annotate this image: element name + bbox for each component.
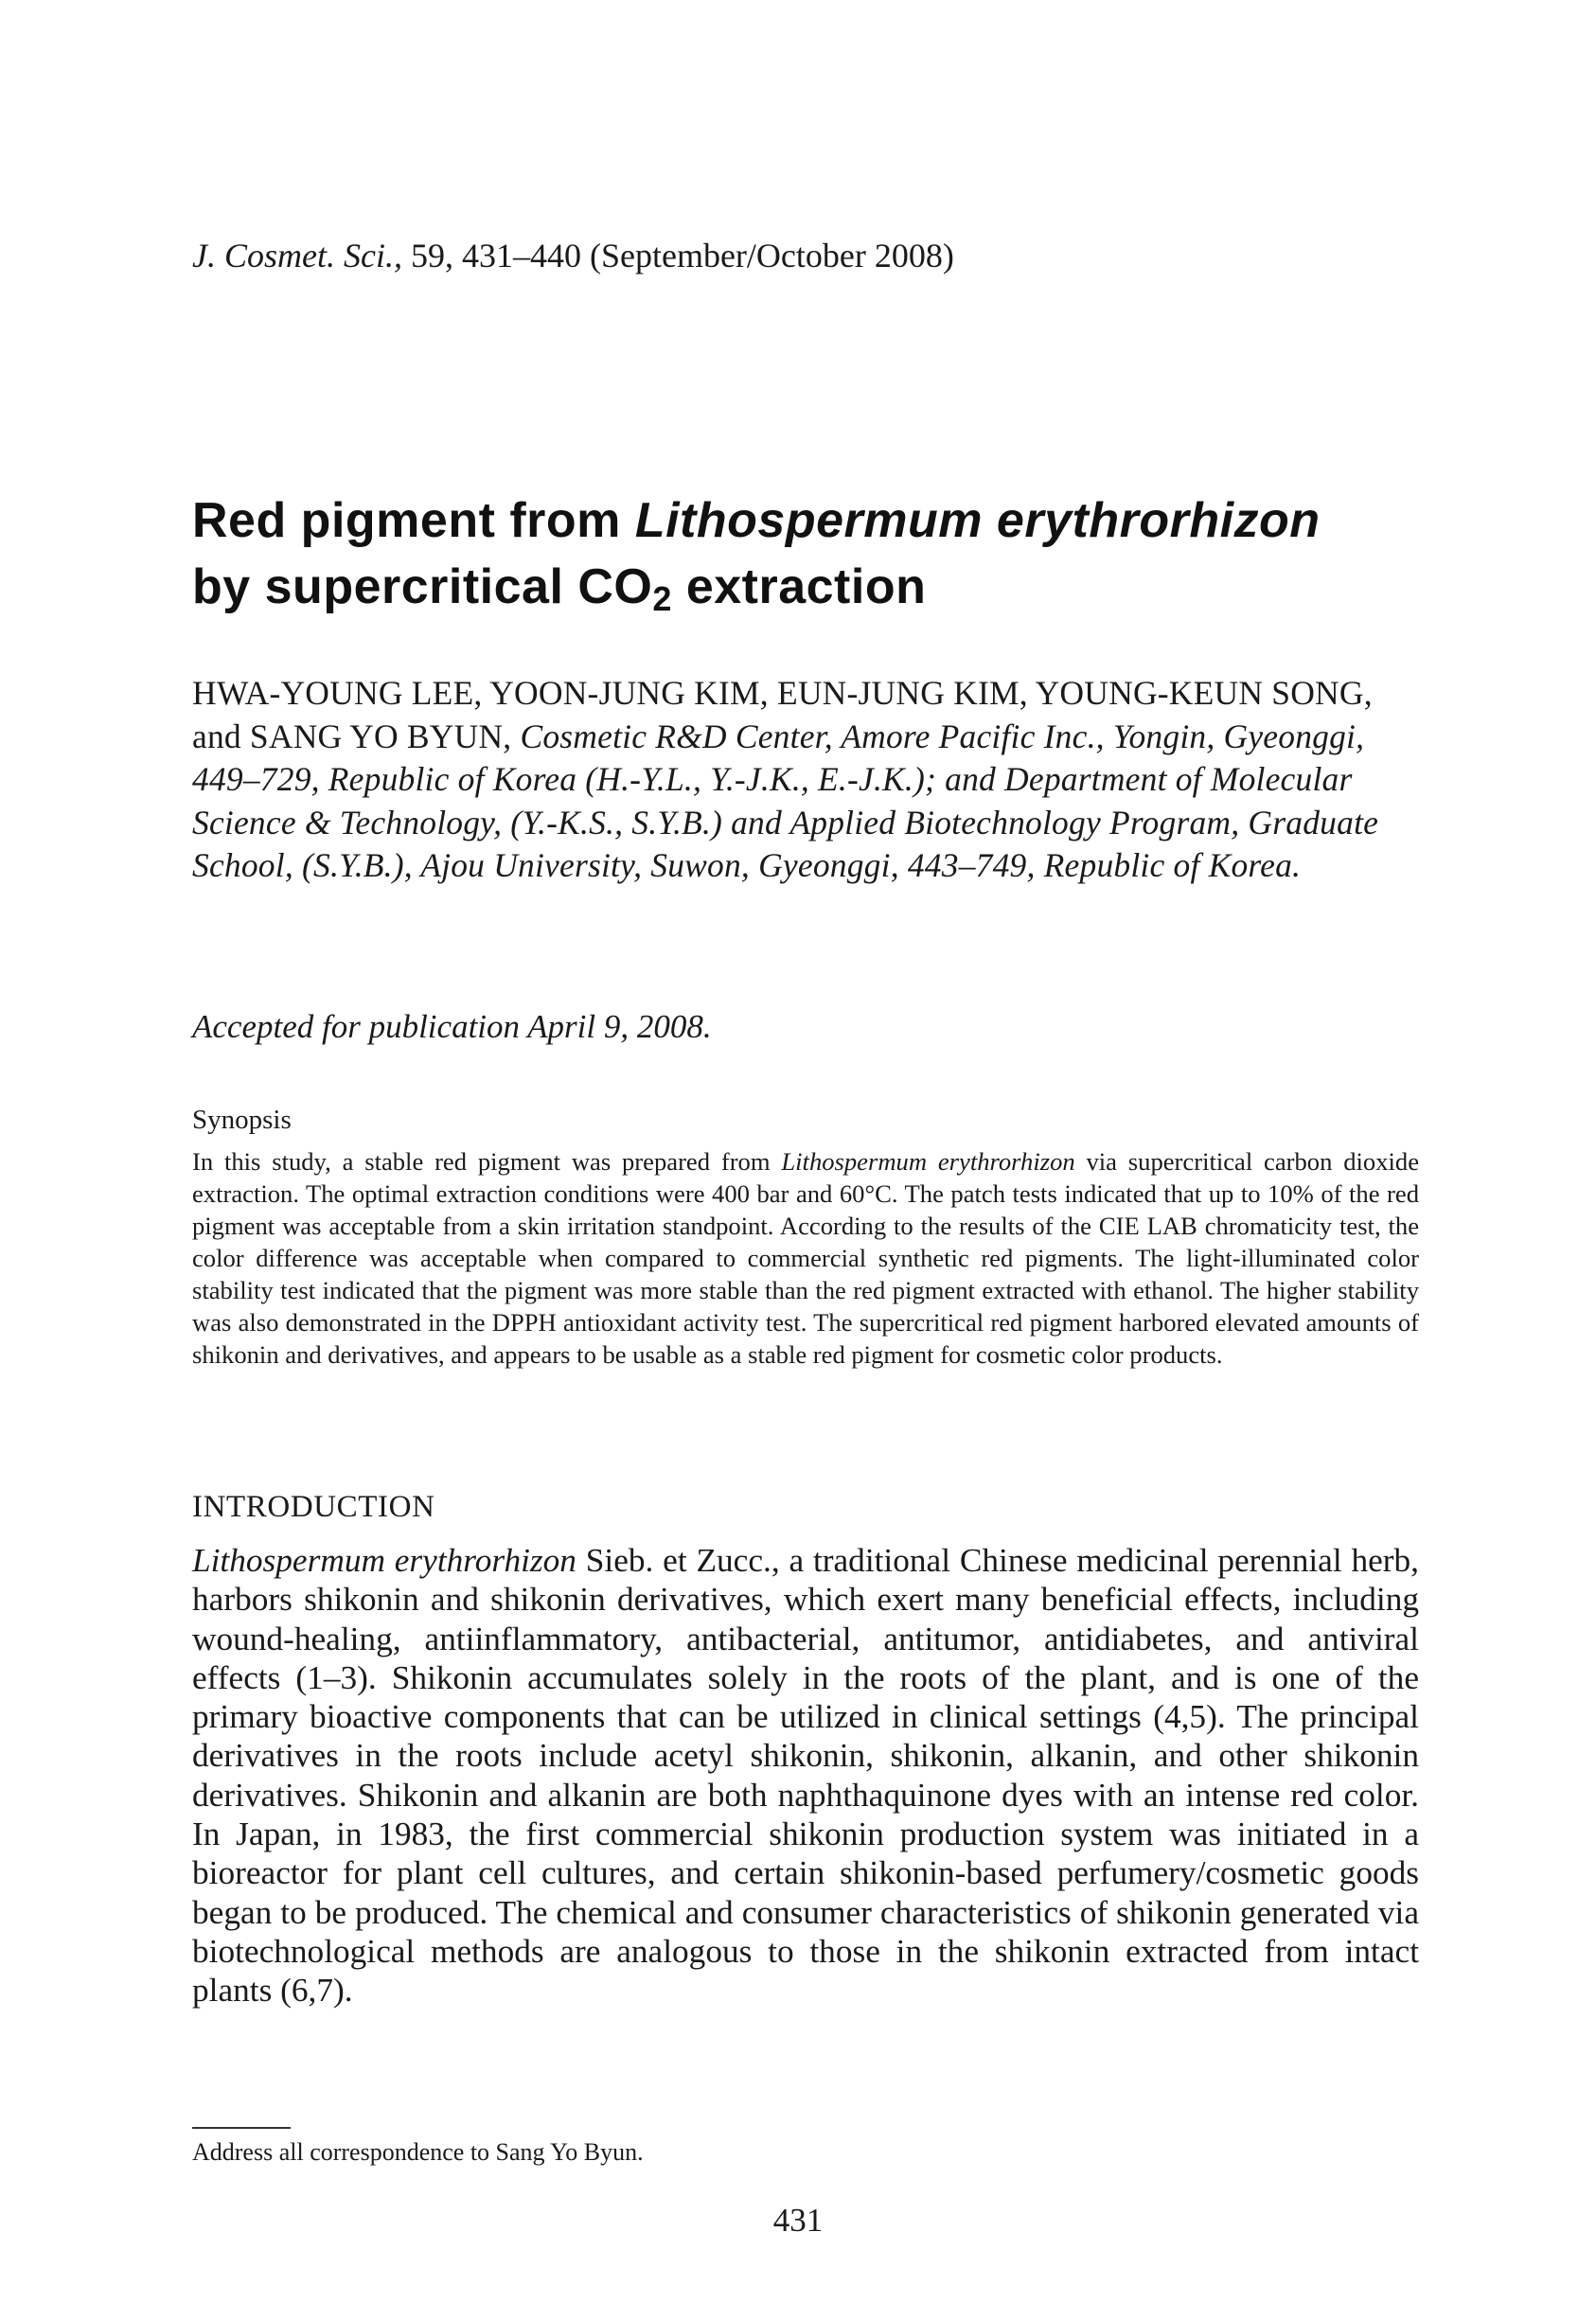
page-number: 431 [772,2202,824,2239]
introduction-species: Lithospermum erythrorhizon [192,1542,576,1579]
synopsis-text-before: In this study, a stable red pigment was prepared from [192,1147,782,1176]
author-affiliation: Cosmetic R&D Center, Amore Pacific Inc., Yongin, Gyeonggi, 449–729, Republic of Korea (H.-Y.L., Y.-J.K., E.-J.K.); and Department of Molecular Science & Technology, (Y.-K.S., S.Y.B.) and Applied Biotechnology Program, Graduate School, (S.Y.B.), Ajou University, Suwon, Gyeonggi, 443–749, Republic of Korea. [192,717,1379,884]
synopsis-heading: Synopsis [192,1105,292,1135]
title-line2-suffix: extraction [671,559,927,614]
article-title [192,487,1423,632]
journal-pages-date: 431–440 (September/October 2008) [461,237,954,275]
introduction-heading: INTRODUCTION [192,1490,435,1524]
title-subscript: 2 [652,579,672,618]
title-line2-prefix: by supercritical CO [192,559,653,614]
accepted-date: Accepted for publication April 9, 2008. [192,1008,712,1045]
journal-reference [192,235,954,276]
author-block [192,672,1413,888]
title-species: Lithospermum erythrorhizon [634,493,1321,548]
journal-abbrev: J. Cosmet. Sci., [192,237,402,275]
author-names: HWA-YOUNG LEE, YOON-JUNG KIM, EUN-JUNG KIM, YOUNG-KEUN SONG, and SANG YO BYUN, [192,674,1373,755]
journal-volume: 59, [410,237,453,275]
title-part1: Red pigment from [192,493,635,548]
synopsis-text [192,1145,1419,1371]
synopsis-text-after: via supercritical carbon dioxide extraction. The optimal extraction conditions were 400 bar and 60°C. The patch tests indicated that up to 10% of the red pigment was acceptable from a skin irritation standpoint. According to the results of the CIE LAB chromaticity test, the color difference was acceptable when compared to commercial synthetic red pigments. The light-illuminated color stability test indicated that the pigment was more stable than the red pigment extracted with ethanol. The higher stability was also demonstrated in the DPPH antioxidant activity test. The supercritical red pigment harbored elevated amounts of shikonin and derivatives, and appears to be usable as a stable red pigment for cosmetic color products. [192,1147,1419,1369]
introduction-paragraph: Sieb. et Zucc., a traditional Chinese medicinal perennial herb, harbors shikonin and shikonin derivatives, which exert many beneficial effects, including wound-healing, antiinflammatory, antibacterial, antitumor, antidiabetes, and antiviral effects (1–3). Shikonin accumulates solely in the roots of the plant, and is one of the primary bioactive components that can be utilized in clinical settings (4,5). The principal derivatives in the roots include acetyl shikonin, shikonin, alkanin, and other shikonin derivatives. Shikonin and alkanin are both naphthaquinone dyes with an intense red color. In Japan, in 1983, the first commercial shikonin production system was initiated in a bioreactor for plant cell cultures, and certain shikonin-based perfumery/cosmetic goods began to be produced. The chemical and consumer characteristics of shikonin generated via biotechnological methods are analogous to those in the shikonin extracted from intact plants (6,7). [192,1542,1419,2010]
synopsis-species: Lithospermum erythrorhizon [781,1147,1075,1176]
footnote: Address all correspondence to Sang Yo Byun. [192,2138,644,2166]
introduction-text [192,1541,1419,2011]
footnote-divider [192,2127,291,2129]
